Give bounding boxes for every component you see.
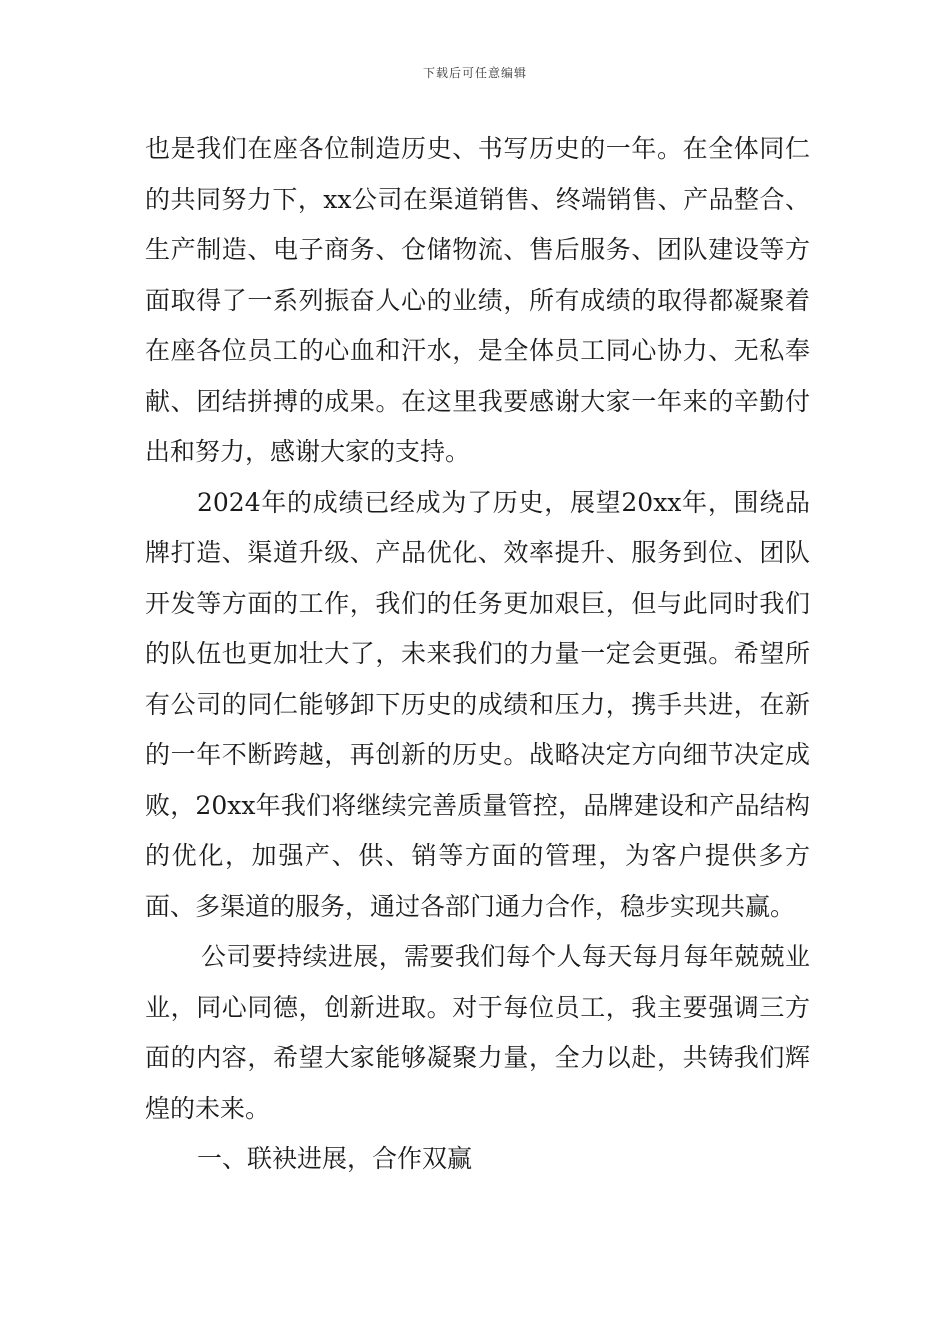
paragraph-continuation: 也是我们在座各位制造历史、书写历史的一年。在全体同仁的共同努力下，xx公司在渠道销售、终端销售、产品整合、生产制造、电子商务、仓储物流、售后服务、团队建设等方面取得了一系列振奋人心的业绩，所有成绩的取得都凝聚着在座各位员工的心血和汗水，是全体员工同心协力、无私奉献、团结拼搏的成果。在这里我要感谢大家一年来的辛勤付出和努力，感谢大家的支持。 (145, 134, 810, 466)
paragraph-outlook: 2024年的成绩已经成为了历史，展望20xx年，围绕品牌打造、渠道升级、产品优化、效率提升、服务到位、团队开发等方面的工作，我们的任务更加艰巨，但与此同时我们的队伍也更加壮大了，未来我们的力量一定会更强。希望所有公司的同仁能够卸下历史的成绩和压力，携手共进，在新的一年不断跨越，再创新的历史。战略决定方向细节决定成败，20xx年我们将继续完善质量管控，品牌建设和产品结构的优化，加强产、供、销等方面的管理，为客户提供多方面、多渠道的服务，通过各部门通力合作，稳步实现共赢。 (145, 487, 810, 921)
paragraph-company-progress: 公司要持续进展，需要我们每个人每天每月每年兢兢业业，同心同德，创新进取。对于每位员工，我主要强调三方面的内容，希望大家能够凝聚力量，全力以赴，共铸我们辉煌的未来。 (145, 942, 810, 1123)
section-heading: 一、联袂进展，合作双赢 (197, 1144, 473, 1173)
document-body (145, 124, 810, 1185)
page-header-note: 下载后可任意编辑 (422, 66, 527, 80)
